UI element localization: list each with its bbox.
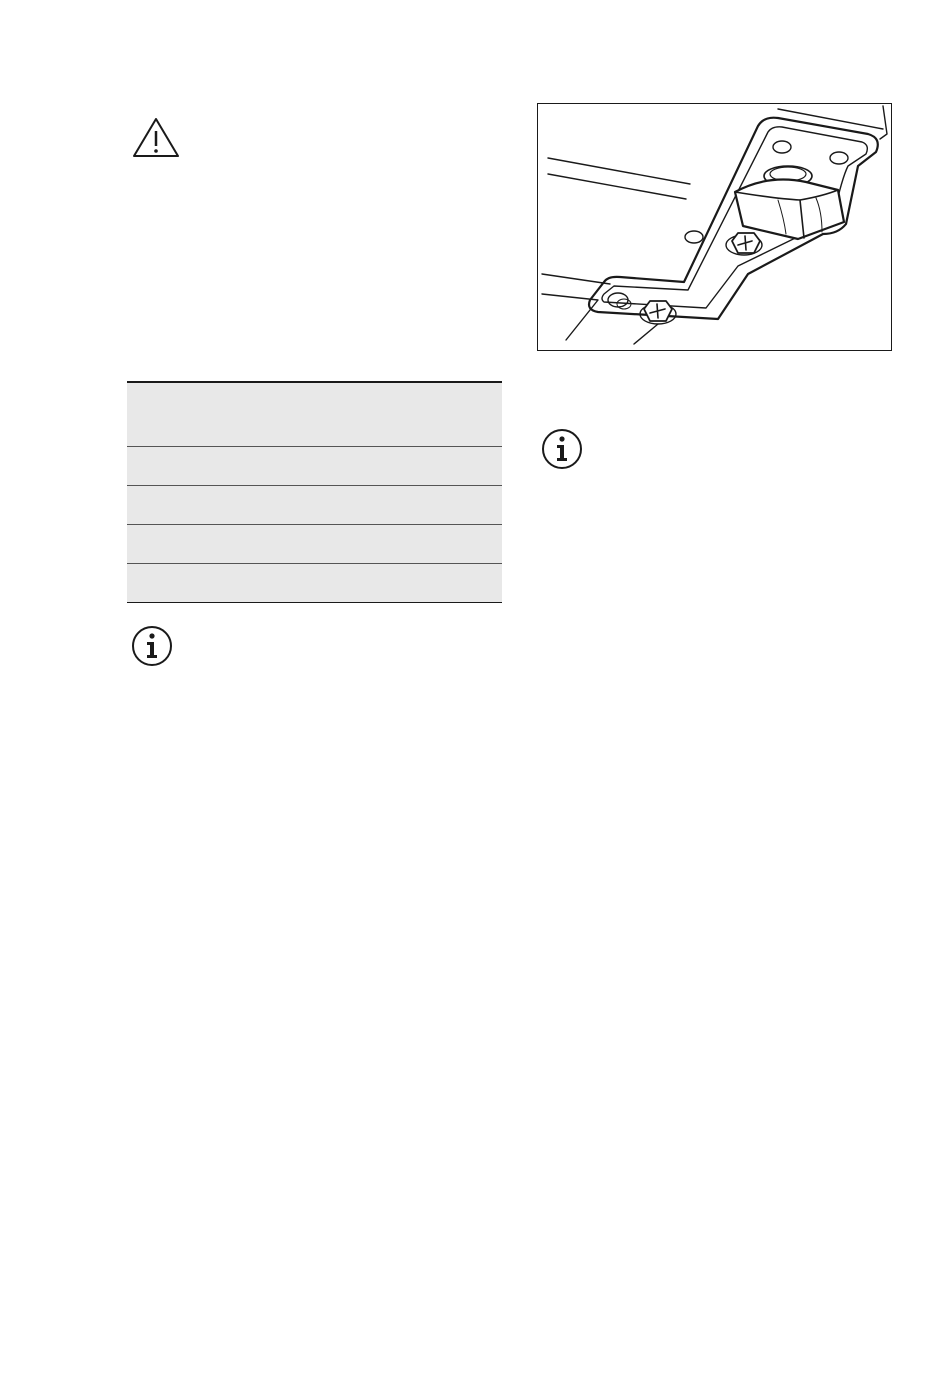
bracket-drawing xyxy=(538,104,891,350)
spec-table xyxy=(127,381,502,603)
info-icon xyxy=(541,428,583,470)
table-row xyxy=(127,564,502,602)
info-icon xyxy=(131,625,173,667)
table-row xyxy=(127,486,502,525)
table-header-row xyxy=(127,383,502,447)
warning-icon xyxy=(131,116,181,160)
bracket-illustration xyxy=(537,103,892,351)
table-row xyxy=(127,525,502,564)
table-row xyxy=(127,447,502,486)
